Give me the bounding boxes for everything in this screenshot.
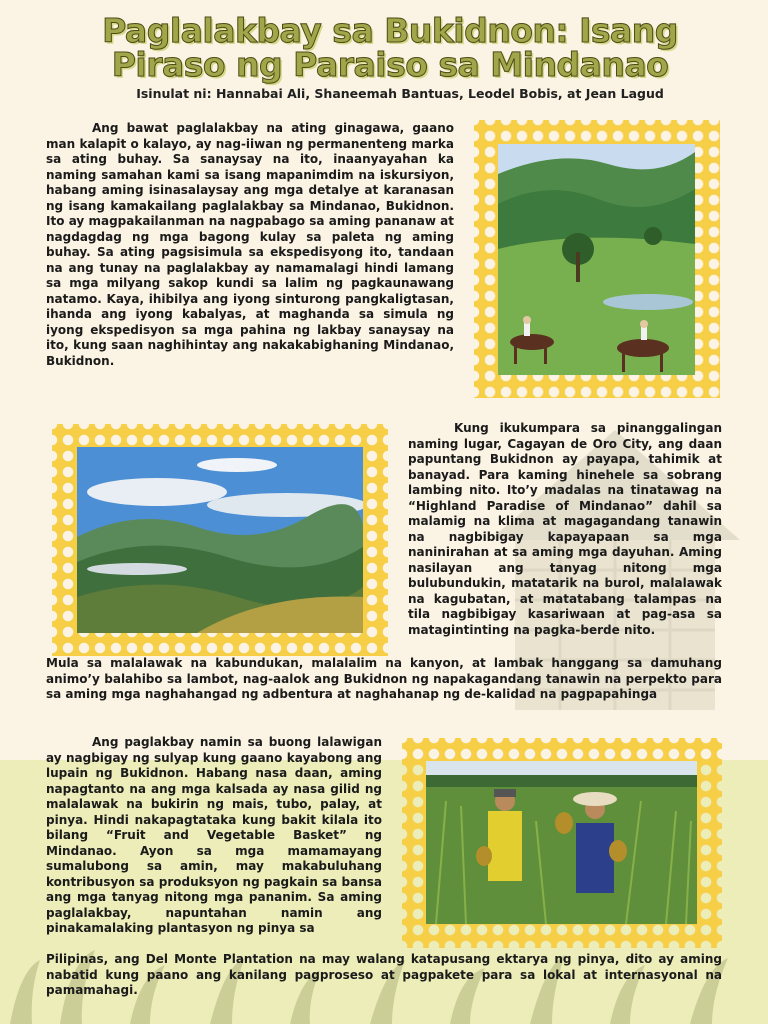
- article-title: [40, 11, 740, 84]
- paragraph-plantation-text: Ang paglakbay namin sa buong lalawigan ay nagbigay ng sulyap kung gaano kayabong ang lupain ng Bukidnon. Habang nasa daan, aming napagtanto na ang mga kalsada ay nasa gilid ng malalawak na bukirin ng mais, tubo, palay, at pinya. Hindi nakapagtataka kung bakit kilala ito bilang “Fruit and Vegetable Basket” ng Mindanao. Ayon sa mga mamamayang sumalubong sa amin, may makabuluhang kontribusyon sa produksyon ng pagkain sa bansa ang mga tanyag nitong mga pananim. Sa aming paglalakbay, napuntahan namin ang pinakamalaking plantasyon ng pinya sa: [46, 735, 382, 935]
- pineapple-farmers-photo: [426, 761, 697, 924]
- paragraph-plantation-continued: Pilipinas, ang Del Monte Plantation na may walang katapusang ektarya ng pinya, dito ay aming nabatid kung paano ang kanilang pagproseso at pagpakete para sa lokal at internasyonal na pamamahagi.: [46, 952, 722, 997]
- author-byline: Isinulat ni: Hannabai Ali, Shaneemah Bantuas, Leodel Bobis, at Jean Lagud: [136, 86, 664, 101]
- paragraph-journey-continued: Mula sa malalawak na kabundukan, malalalim na kanyon, at lambak hanggang sa damuhang animo’y balahibo sa lambot, nag-aalok ang Bukidnon ng napakagandang tanawin na perpekto para sa aming mga naghahangad ng adbentura at naghahanap ng de-kalidad na pagpapahinga: [46, 656, 722, 701]
- paragraph-journey: [408, 421, 722, 638]
- paragraph-journey-text: Kung ikukumpara sa pinanggalingan naming lugar, Cagayan de Oro City, ang daan papuntang Bukidnon ay payapa, tahimik at banayad. Para kaming hinehele sa sobrang lambing nito. Ito’y madalas na tinatawag na “Highland Paradise of Mindanao” dahil sa malamig na klima at magagandang tanawin na nagbibigay kapayapaan sa mga naninirahan at sa aming mga dayuhan. Aming nasilayan ang tanyag nitong mga bulubundukin, matatarik na burol, malalawak na kagubatan, at matatabang talampas na tila nagbibigay kasariwaan at pag-asa sa matagintinting na pagka-berde nito.: [408, 421, 722, 637]
- paragraph-intro: [46, 121, 454, 369]
- paragraph-intro-text: Ang bawat paglalakbay na ating ginagawa, gaano man kalapit o kalayo, ay nag-iiwan ng permanenteng marka sa ating buhay. Sa sanaysay na ito, inaanyayahan ka naming samahan kami sa isang mapanimdim na iskursiyon, habang aming isinasalaysay ang mga detalye at karanasan ng isang kamakailang paglalakbay sa Mindanao, Bukidnon. Ito ay magpakailanman na nagpabago sa aming pananaw at nagdagdag ng mga bagong kulay sa paleta ng aming buhay. Sa ating pagsisimula sa ekspedisyong ito, tandaan na ang tunay na paglalakbay ay namamalagi hindi lamang sa mga milyang sakop kundi sa lalim ng pagkaunawang natamo. Kaya, ihibilya ang iyong sinturong pangkaligtasan, ihanda ang iyong kabalyas, at maghanda sa simula ng iyong ekspedisyon sa mga pahina ng lakbay sanaysay na ito, kung saan naghihintay ang nakakabighaning Mindanao, Bukidnon.: [46, 121, 454, 368]
- horse-riders-photo: [498, 144, 695, 375]
- title-line-1: Paglalakbay sa Bukidnon: Isang: [102, 11, 678, 50]
- paragraph-plantation: [46, 735, 382, 937]
- mountain-landscape-photo: [77, 447, 363, 633]
- title-line-2: Piraso ng Paraiso sa Mindanao: [111, 45, 669, 84]
